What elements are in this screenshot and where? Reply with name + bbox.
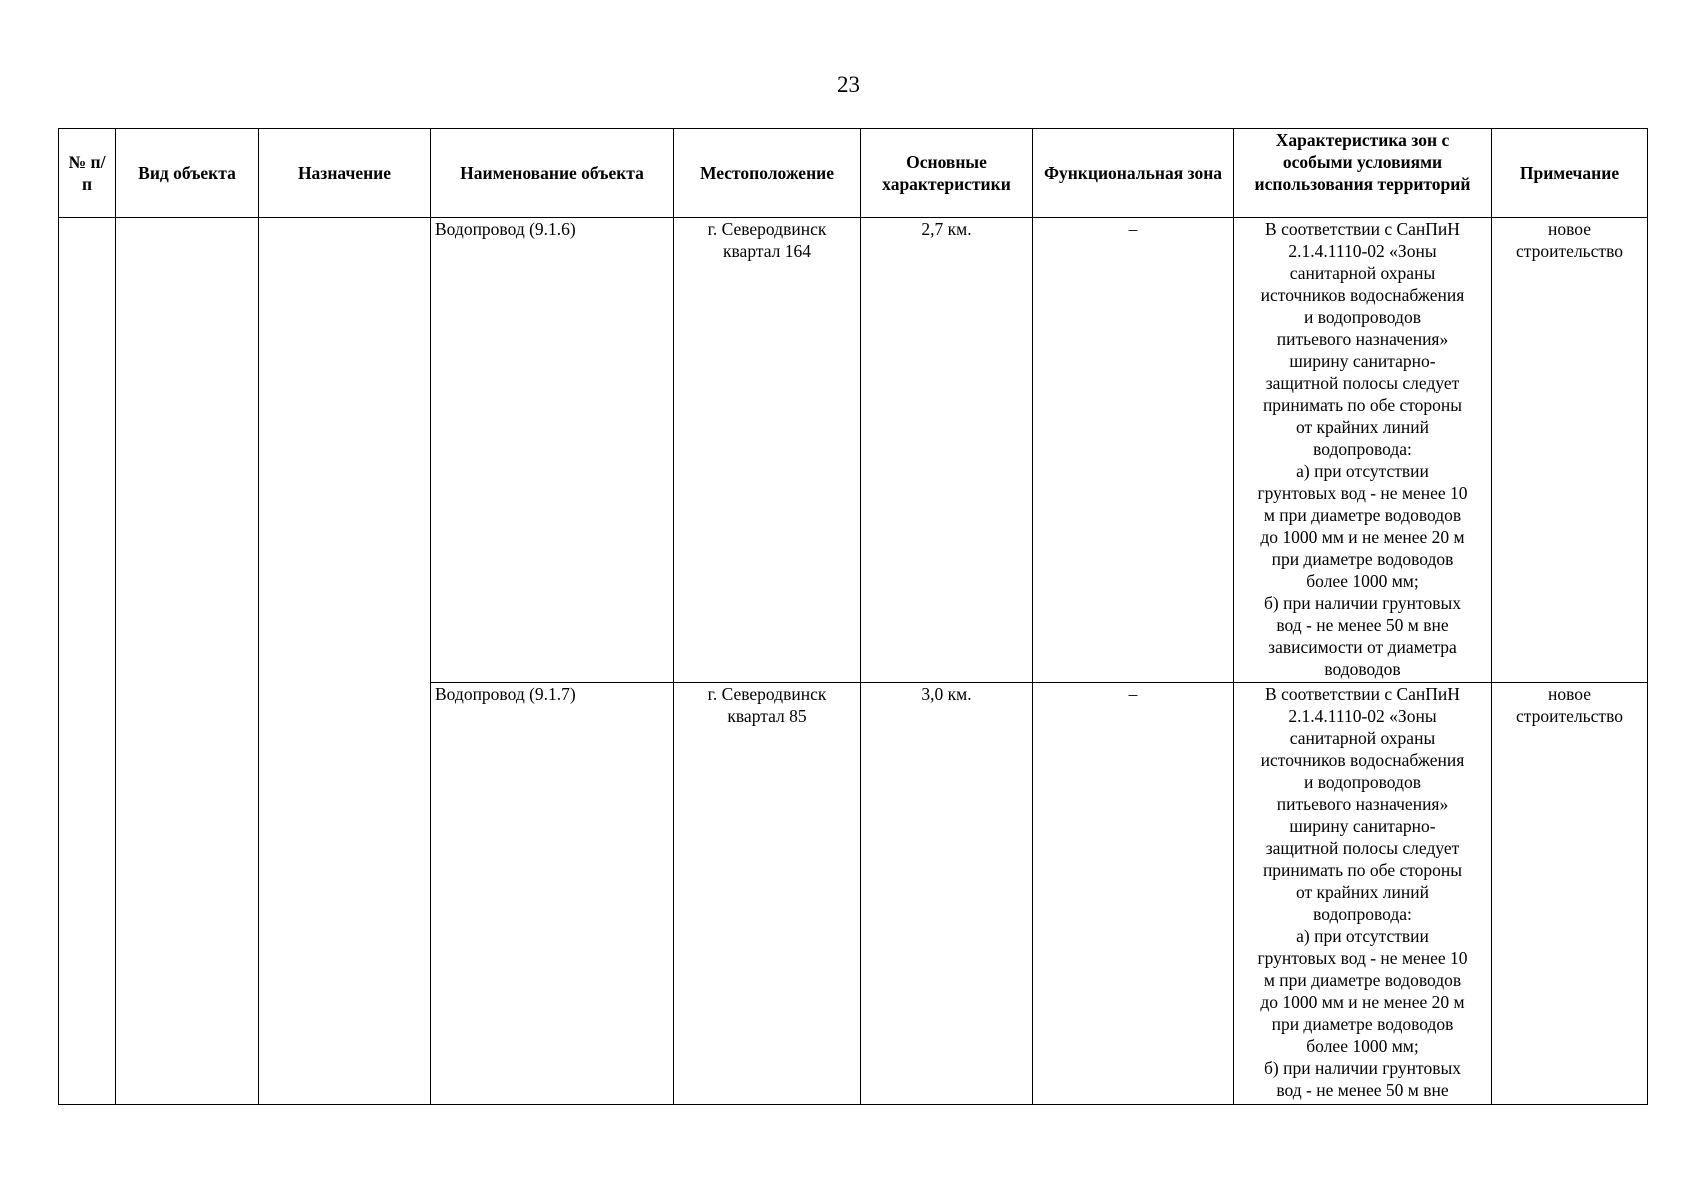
header-location: Местоположение (674, 129, 861, 218)
cell-purpose (259, 218, 431, 1105)
header-purpose: Назначение (259, 129, 431, 218)
cell-location: г. Северодвинск квартал 85 (674, 683, 861, 1105)
cell-note: новое строительство (1492, 218, 1648, 683)
page-number: 23 (837, 72, 860, 97)
table-row (59, 218, 1648, 683)
cell-functional-zone: – (1033, 218, 1234, 683)
cell-zone-characteristics: В соответствии с СанПиН 2.1.4.1110-02 «Зоны санитарной охраны источников водоснабжения и водопроводов питьевого назначения» ширину санитарно- защитной полосы следует принимать по обе стороны от крайних линий водопровода: а) при отсутствии грунтовых вод - не менее 10 м при диаметре водоводов до 1000 мм и не менее 20 м при диаметре водоводов более 1000 мм; б) при наличии грунтовых вод - не менее 50 м вне зависимости от диаметра водоводов (1234, 218, 1492, 683)
cell-object-type (116, 218, 259, 1105)
cell-main-characteristics: 3,0 км. (861, 683, 1033, 1105)
cell-note: новое строительство (1492, 683, 1648, 1105)
cell-functional-zone: – (1033, 683, 1234, 1105)
cell-object-name: Водопровод (9.1.6) (431, 218, 674, 683)
cell-zone-characteristics: В соответствии с СанПиН 2.1.4.1110-02 «Зоны санитарной охраны источников водоснабжения и водопроводов питьевого назначения» ширину санитарно- защитной полосы следует принимать по обе стороны от крайних линий водопровода: а) при отсутствии грунтовых вод - не менее 10 м при диаметре водоводов до 1000 мм и не менее 20 м при диаметре водоводов более 1000 мм; б) при наличии грунтовых вод - не менее 50 м вне (1234, 683, 1492, 1105)
objects-table (58, 128, 1648, 1105)
header-main-characteristics: Основные характеристики (861, 129, 1033, 218)
header-note: Примечание (1492, 129, 1648, 218)
header-number: № п/п (59, 129, 116, 218)
cell-number (59, 218, 116, 1105)
header-zone-characteristics: Характеристика зон с особыми условиями использования территорий (1234, 129, 1492, 218)
cell-location: г. Северодвинск квартал 164 (674, 218, 861, 683)
table-header-row (59, 129, 1648, 218)
cell-main-characteristics: 2,7 км. (861, 218, 1033, 683)
header-object-name: Наименование объекта (431, 129, 674, 218)
cell-object-name: Водопровод (9.1.7) (431, 683, 674, 1105)
header-functional-zone: Функциональная зона (1033, 129, 1234, 218)
header-object-type: Вид объекта (116, 129, 259, 218)
